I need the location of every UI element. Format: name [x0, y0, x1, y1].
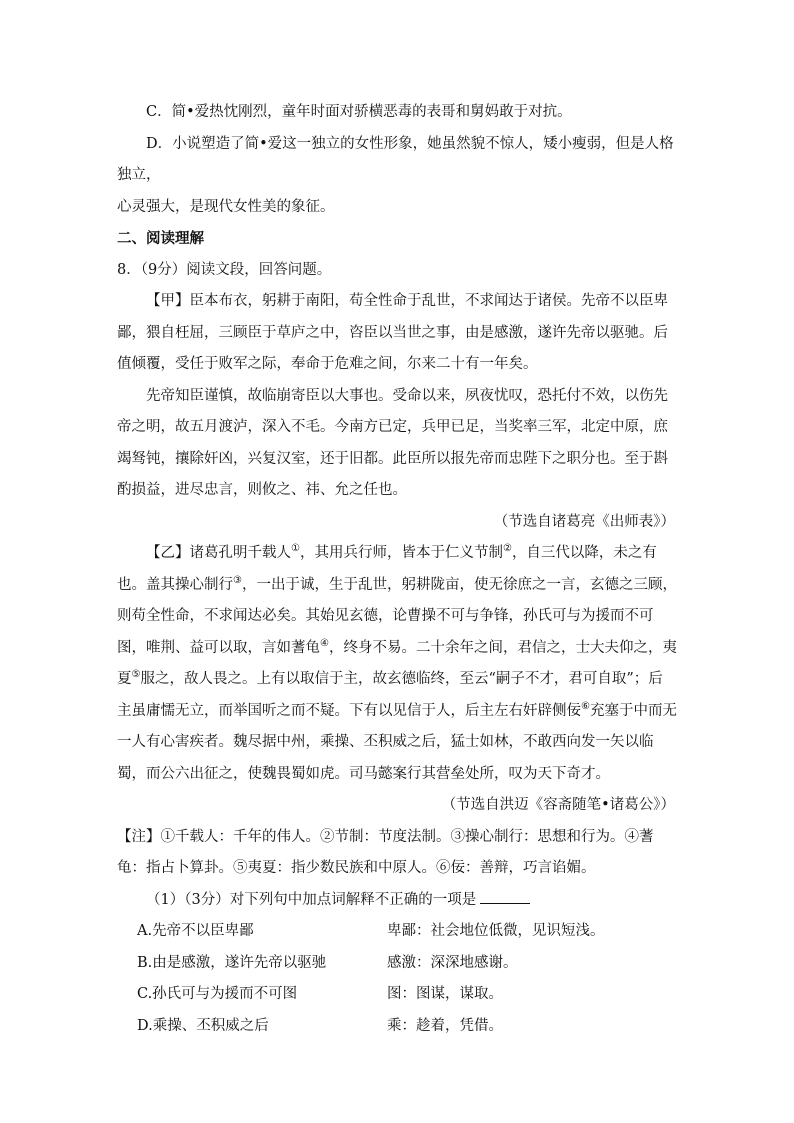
annotation-notes: 【注】①千载人：千年的伟人。②节制：节度法制。③操心制行：思想和行为。④蓍龟：指占卜算卦。⑤夷夏：指少数民族和中原人。⑥佞：善辩，巧言谄媚。 [117, 828, 654, 876]
note-mark-5: ⑤ [131, 669, 141, 681]
yi-text-6: 服之，敌人畏之。上有以取信于主，故玄德临终，至云“嗣子不才，君可自取”；后主虽庸懦无立，而举国听之而不疑。下有以见信于人，后主左右奸辟侧佞 [117, 671, 663, 719]
option-b-sentence: B.由是感激，遂许先帝以驱驰 [137, 954, 327, 971]
yi-text-4: ，一出于诚，生于乱世，躬耕陇亩，使无徐庶之一言，玄德之三顾，则苟全性命，不求闻达必矣。其始见玄德，论曹操不可与争锋，孙氏可与为援而不可图，唯荆、益可以取，言如蓍龟 [117, 576, 677, 656]
section-title: 二、阅读理解 [117, 230, 204, 247]
option-b-explanation: 感激：深深地感谢。 [387, 954, 518, 971]
passage-yi-source: （节选自洪迈《容斋随笔•诸葛公》） [441, 797, 675, 813]
yi-text-2: ，其用兵行师，皆本于仁义节制 [299, 545, 503, 561]
page-content [117, 97, 677, 1042]
question-8-stem: 8．（9分）阅读文段，回答问题。 [117, 261, 332, 278]
option-c [117, 979, 677, 1011]
option-d-explanation: 乘：趁着，凭借。 [387, 1017, 503, 1034]
option-c-explanation: 图：图谋，谋取。 [387, 986, 503, 1002]
choice-d-line1: D．小说塑造了简•爱这一独立的女性形象，她虽然貌不惊人，矮小瘦弱，但是人格独立， [117, 135, 674, 183]
passage-jia-source: （节选自诸葛亮《出师表》） [493, 513, 675, 530]
note-mark-6: ⑥ [581, 700, 590, 712]
yi-text-3: ，自三代以降，未之有也。盖其操心制行 [117, 545, 657, 593]
note-mark-1: ① [291, 543, 300, 555]
option-a-explanation: 卑鄙：社会地位低微，见识短浅。 [387, 923, 605, 939]
passage-jia-p2: 先帝知臣谨慎，故临崩寄臣以大事也。受命以来，夙夜忧叹，恐托付不效，以伤先帝之明，故五月渡泸，深入不毛。今南方已定，兵甲已足，当奖率三军，北定中原，庶竭驽钝，攘除奸凶，兴复汉室，还于旧都。此臣所以报先帝而忠陛下之职分也。至于斟酌损益，进尽忠言，则攸之、祎、允之任也。 [117, 387, 668, 498]
note-mark-4: ④ [320, 637, 329, 649]
option-a [117, 916, 677, 948]
option-a-sentence: A.先帝不以臣卑鄙 [137, 923, 254, 939]
sub-question-1 [117, 885, 677, 917]
choice-d-line2: 心灵强大，是现代女性美的象征。 [117, 198, 335, 215]
sub-question-1-stem: （1）（3分）对下列句中加点词解释不正确的一项是 [146, 891, 477, 908]
option-c-sentence: C.孙氏可与为援而不可图 [137, 986, 298, 1002]
option-b [117, 948, 677, 980]
option-d-sentence: D.乘操、丕积威之后 [137, 1017, 269, 1034]
yi-text-7: 充塞于中而无一人有心害疾者。魏尽据中州，乘操、丕积威之后，猛士如林，不敢西向发一矢以临蜀，而公六出征之，使魏畏蜀如虎。司马懿案行其营垒处所，叹为天下奇才。 [117, 702, 677, 782]
passage-jia-p1: 【甲】臣本布衣，躬耕于南阳，苟全性命于乱世，不求闻达于诸侯。先帝不以臣卑鄙，猥自枉屈，三顾臣于草庐之中，咨臣以当世之事，由是感激，遂许先帝以驱驰。后值倾覆，受任于败军之际，奉命于危难之间，尔来二十有一年矣。 [117, 293, 668, 372]
yi-text-5: ，终身不易。二十余年之间，君信之，士大夫仰之，夷夏 [117, 639, 677, 687]
yi-text-1: 【乙】诸葛孔明千载人 [146, 545, 291, 561]
option-d [117, 1011, 677, 1043]
choice-c: C．简•爱热忱刚烈，童年时面对骄横恶毒的表哥和舅妈敢于对抗。 [146, 104, 572, 120]
passage-yi [117, 538, 677, 790]
answer-blank[interactable] [480, 889, 530, 904]
note-mark-2: ② [502, 543, 512, 555]
note-mark-3: ③ [233, 574, 242, 586]
